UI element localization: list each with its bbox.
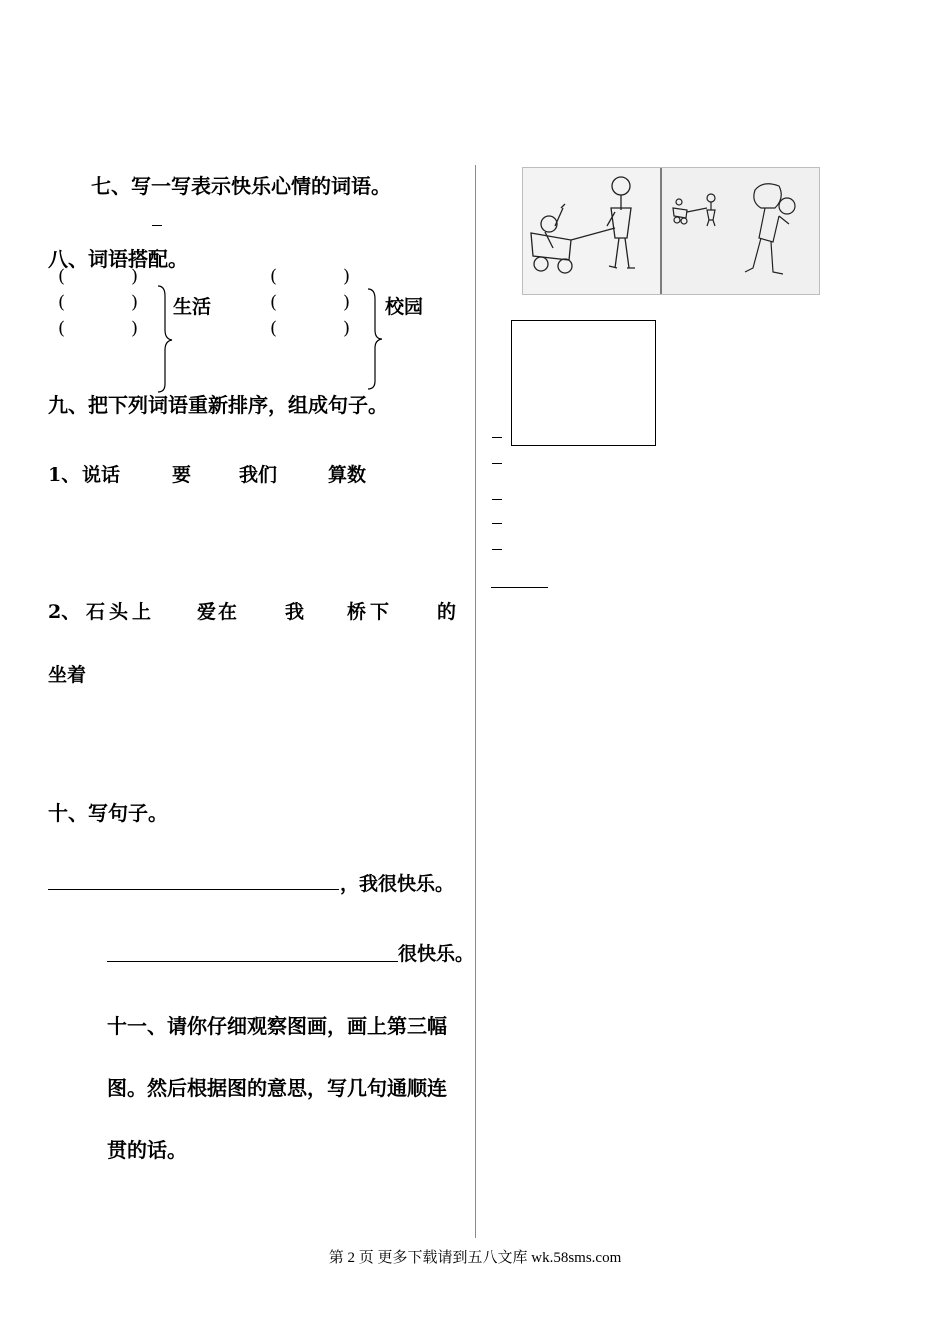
q7-title: 七、写一写表示快乐心情的词语。 [91,174,391,198]
q11-line-1: 十一、请你仔细观察图画，画上第三幅 [107,1014,447,1038]
q8-paren-open: ( [58,266,66,287]
q9-s1-word: 要 [172,464,192,486]
q8-paren-close: ) [131,266,139,287]
third-picture-drawing-box[interactable] [511,320,656,446]
q8-paren-close: ) [131,318,139,339]
q11-line-2: 图。然后根据图的意思，写几句通顺连 [107,1076,447,1100]
q11-line-3: 贯的话。 [107,1138,187,1162]
q8-paren-open: ( [270,292,278,313]
right-brace [364,287,386,391]
q9-s1-number: 1、 [48,464,81,486]
q8-word-left: 生活 [173,296,212,318]
q8-paren-open: ( [58,292,66,313]
q10-line2-suffix: 很快乐。 [398,943,475,965]
q8-paren-open: ( [58,318,66,339]
q8-paren-close: ) [343,292,351,313]
q9-s1-word: 我们 [239,464,278,486]
q9-s2-word: 爱在 [197,601,240,623]
q10-line1-suffix: ，我很快乐。 [340,873,455,895]
q10-blank-2[interactable] [107,961,398,962]
answer-line[interactable] [492,523,502,524]
q9-s2-word: 桥下 [347,601,394,623]
q9-s2-word: 我 [285,601,305,623]
q9-title: 九、把下列词语重新排序，组成句子。 [48,393,388,417]
q8-paren-close: ) [343,318,351,339]
page-footer: 第 2 页 更多下载请到五八文库 wk.58sms.com [328,1250,622,1266]
q8-paren-close: ) [343,266,351,287]
answer-line[interactable] [492,463,502,464]
answer-line[interactable] [491,587,548,588]
q8-paren-close: ) [131,292,139,313]
q8-word-right: 校园 [385,296,424,318]
cartoon-strip [522,167,820,295]
q8-title: 八、词语搭配。 [48,247,188,271]
q7-answer-line [152,225,162,226]
answer-line[interactable] [492,437,502,438]
cartoon-illustration [523,168,819,294]
q9-s2-word: 石头上 [86,601,156,623]
q9-s2-word: 的 [437,601,457,623]
q9-s1-word: 说话 [82,464,121,486]
answer-line[interactable] [492,499,502,500]
q10-blank-1[interactable] [48,889,339,890]
q9-s1-word: 算数 [328,464,367,486]
answer-line[interactable] [492,549,502,550]
q9-s2-number: 2、 [48,601,81,623]
q8-paren-open: ( [270,318,278,339]
q9-s2-word: 坐着 [48,664,87,686]
column-divider [475,165,476,1238]
q10-title: 十、写句子。 [48,801,168,825]
q8-paren-open: ( [270,266,278,287]
